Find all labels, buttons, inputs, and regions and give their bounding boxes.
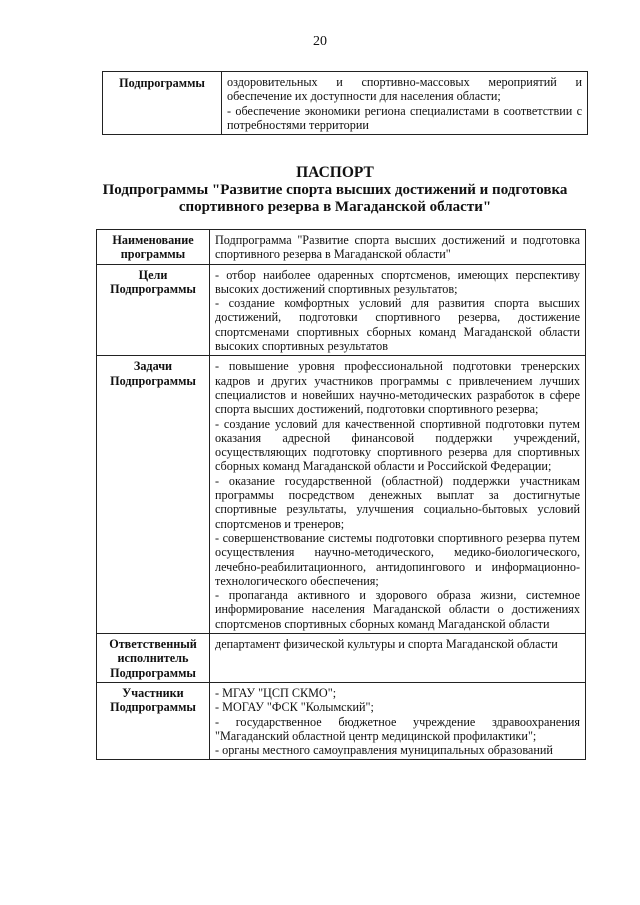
table-row	[97, 356, 586, 634]
list-item: - создание условий для качественной спортивной подготовки путем оказания адресной финансовой поддержки учреждений, осуществляющих подготовку спортивного резерва для спортивных сборных команд Магаданской области и Российской Федерации;	[215, 416, 580, 474]
row-label-name: Наименование программы	[97, 230, 210, 265]
previous-table-fragment	[102, 71, 588, 135]
page-number: 20	[313, 34, 327, 49]
list-item: - повышение уровня профессиональной подготовки тренерских кадров и других участников программы с привлечением лучших специалистов и новейших научно-методических разработок в сфере спорта высших достижений, подготовки спортивного резерва;	[215, 359, 580, 417]
list-item: - оказание государственной (областной) поддержки участникам программы посредством денежных выплат за достигнутые спортивные результаты, улучшения социально-бытовых условий спортсменов и тренеров;	[215, 473, 580, 531]
table-row	[97, 264, 586, 356]
table-row	[97, 634, 586, 683]
table-row	[103, 72, 588, 135]
list-item: департамент физической культуры и спорта Магаданской области	[215, 637, 558, 652]
list-item: - создание комфортных условий для развития спорта высших достижений, подготовки спортивного резерва, достижение спортсменами спортивных сборных команд Магаданской области высоких спортивных результатов	[215, 296, 580, 354]
list-item: - органы местного самоуправления муниципальных образований	[215, 743, 553, 758]
list-item: - обеспечение экономики региона специалистами в соответствии с потребностями территории	[227, 103, 582, 132]
row-value-name	[210, 230, 586, 265]
passport-heading	[90, 164, 580, 216]
row-label-tasks: Задачи Подпрограммы	[97, 356, 210, 634]
list-item: - отбор наиболее одаренных спортсменов, имеющих перспективу высоких достижений спортивных результатов;	[215, 267, 580, 296]
list-item: - совершенствование системы подготовки спортивного резерва путем осуществления научно-методического, медико-биологического, лечебно-реабилитационного, антидопингового и информационно-технологического обеспечения;	[215, 530, 580, 588]
row-value-tasks	[210, 356, 586, 634]
row-label-participants: Участники Подпрограммы	[97, 682, 210, 759]
row-value-goals	[210, 264, 586, 356]
row-value-executor	[210, 634, 586, 683]
row-label-goals: Цели Подпрограммы	[97, 264, 210, 356]
list-item: - МГАУ "ЦСП СКМО";	[215, 685, 337, 700]
passport-subtitle: Подпрограммы "Развитие спорта высших достижений и подготовка спортивного резерва в Магаданской области"	[102, 182, 568, 215]
table-row	[97, 682, 586, 759]
row-value-participants	[210, 682, 586, 759]
list-item: Подпрограмма "Развитие спорта высших достижений и подготовка спортивного резерва в Магаданской области"	[215, 233, 580, 262]
list-item: оздоровительных и спортивно-массовых мероприятий и обеспечение их доступности для населения области;	[227, 75, 582, 104]
list-item: - государственное бюджетное учреждение здравоохранения "Магаданский областной центр медицинской профилактики";	[215, 714, 580, 743]
row-value	[222, 72, 588, 135]
row-label-executor: Ответственный исполнитель Подпрограммы	[97, 634, 210, 683]
row-label: Подпрограммы	[103, 72, 222, 135]
list-item: - пропаганда активного и здорового образа жизни, системное информирование населения Магаданской области о достижениях спортсменов спортивных сборных команд Магаданской области	[215, 588, 580, 631]
passport-table	[96, 229, 586, 760]
list-item: - МОГАУ "ФСК "Колымский";	[215, 700, 374, 715]
table-row	[97, 230, 586, 265]
passport-title: ПАСПОРТ	[296, 164, 374, 181]
